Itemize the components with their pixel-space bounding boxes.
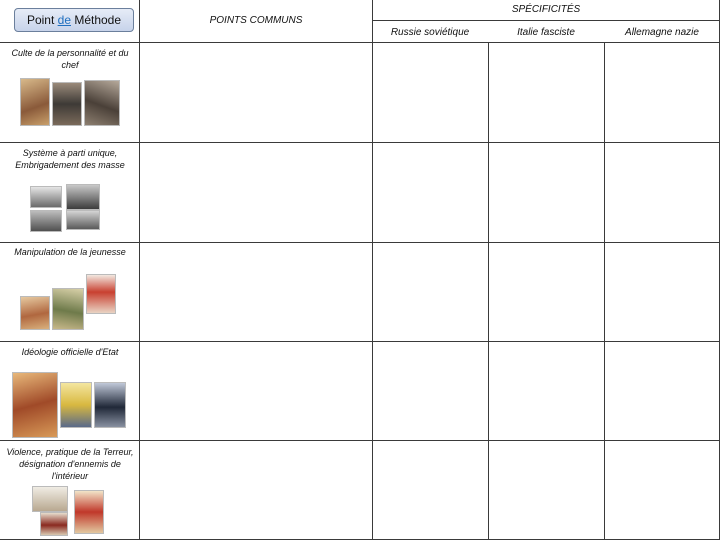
method-button-prefix: Point (26, 13, 58, 27)
poster-image (94, 382, 126, 428)
poster-image (52, 288, 84, 330)
poster-image (32, 486, 68, 512)
header-italy: Italie fasciste (517, 27, 575, 38)
row-label-violence-terror: Violence, pratique de la Terreur, désignation d'ennemis de l'intérieur (6, 447, 134, 481)
header-common-points: POINTS COMMUNS (209, 15, 303, 26)
method-link[interactable]: de (57, 13, 71, 27)
poster-image (12, 372, 58, 438)
row-label-youth-manipulation: Manipulation de la jeunesse (14, 247, 126, 257)
row-label-personality-cult: Culte de la personnalité et du chef (11, 48, 129, 70)
header-specifics: SPÉCIFICITÉS (511, 4, 581, 15)
photo-image (30, 210, 62, 232)
poster-image (86, 274, 116, 314)
poster-image (74, 490, 104, 534)
method-button[interactable] (14, 8, 134, 32)
row-label-single-party: Système à parti unique, Embrigadement des masse (15, 148, 125, 170)
method-button-suffix: Méthode (71, 13, 122, 27)
header-russia: Russie soviétique (390, 27, 470, 38)
poster-image (60, 382, 92, 428)
poster-image (20, 296, 50, 330)
photo-image (52, 82, 82, 126)
row-label-state-ideology: Idéologie officielle d'Etat (21, 347, 119, 357)
photo-image (66, 184, 100, 210)
photo-image (30, 186, 62, 208)
header-germany: Allemagne nazie (625, 27, 699, 38)
poster-image (20, 78, 50, 126)
poster-image (40, 512, 68, 536)
photo-image (84, 80, 120, 126)
photo-image (66, 210, 100, 230)
